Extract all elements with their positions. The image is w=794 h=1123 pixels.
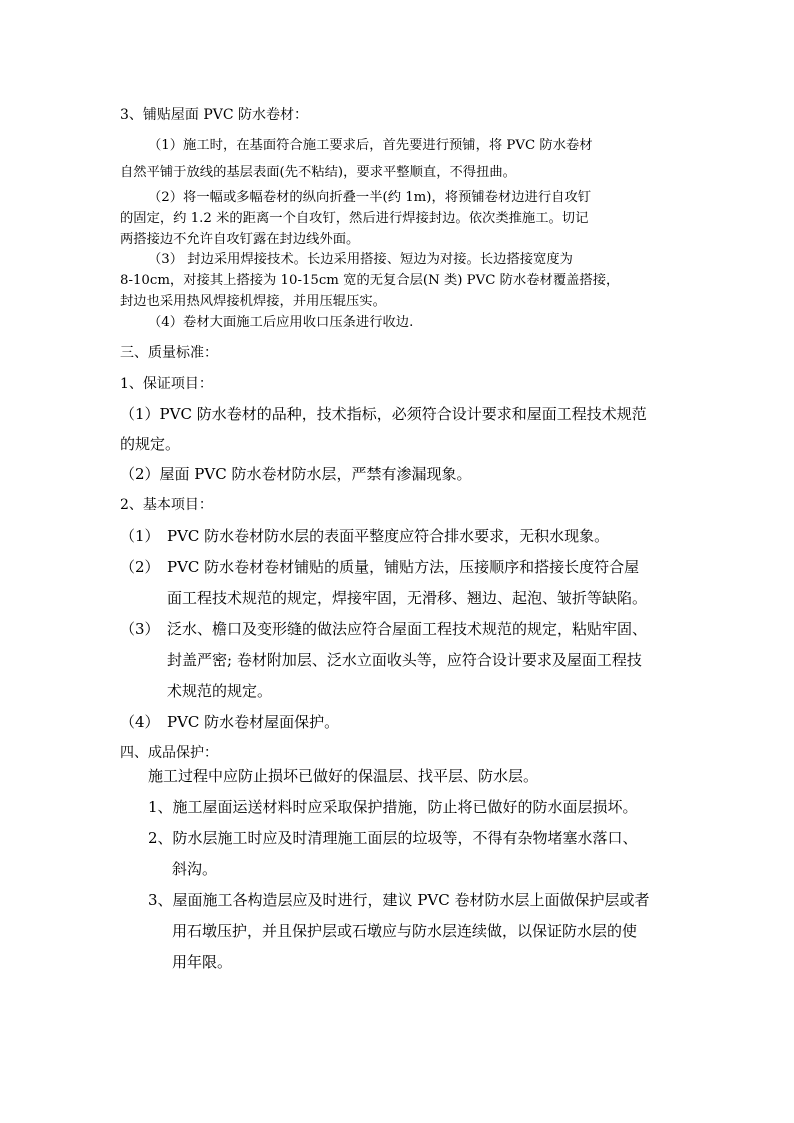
step-1-line-1: （1）施工时，在基面符合施工要求后，首先要进行预铺，将 PVC 防水卷材 <box>148 138 593 153</box>
basic-item-1-number: （1） <box>120 527 160 545</box>
protection-item-1: 1、施工屋面运送材料时应采取保护措施，防止将已做好的防水面层损坏。 <box>148 798 638 816</box>
section-3-title: 3、铺贴屋面 PVC 防水卷材： <box>120 107 309 123</box>
protection-item-2-line-1: 2、防水层施工时应及时清理施工面层的垃圾等，不得有杂物堵塞水落口、 <box>148 829 638 847</box>
step-1-line-2: 自然平铺于放线的基层表面(先不粘结)，要求平整顺直，不得扭曲。 <box>120 165 516 180</box>
protection-item-3-line-2: 用石墩压护，并且保护层或石墩应与防水层连续做，以保证防水层的使 <box>172 922 638 940</box>
protection-intro: 施工过程中应防止损坏已做好的保温层、找平层、防水层。 <box>148 767 539 785</box>
protection-item-3-line-3: 用年限。 <box>172 953 233 971</box>
basic-item-3-line-1: 泛水、檐口及变形缝的做法应符合屋面工程技术规范的规定，粘贴牢固、 <box>167 620 648 638</box>
basic-item-2-line-1: PVC 防水卷材卷材铺贴的质量，铺贴方法，压接顺序和搭接长度符合屋 <box>167 558 640 576</box>
basic-item-2-line-2: 面工程技术规范的规定，焊接牢固，无滑移、翘边、起泡、皱折等缺陷。 <box>167 589 648 607</box>
basic-item-4-line-1: PVC 防水卷材屋面保护。 <box>167 713 340 731</box>
step-4: （4）卷材大面施工后应用收口压条进行收边. <box>148 315 414 330</box>
basic-title: 2、基本项目： <box>120 497 213 513</box>
protection-item-2-line-2: 斜沟。 <box>172 860 218 878</box>
basic-item-3-number: （3） <box>120 620 160 638</box>
step-3-line-2: 8-10cm，对接其上搭接为 10-15cm 宽的无复合层(N 类) PVC 防水卷材覆盖搭接， <box>120 273 620 288</box>
basic-item-4-number: （4） <box>120 713 160 731</box>
step-3-line-3: 封边也采用热风焊接机焊接，并用压辊压实。 <box>120 294 386 309</box>
protection-heading: 四、成品保护： <box>120 745 218 761</box>
basic-item-1-line-1: PVC 防水卷材防水层的表面平整度应符合排水要求，无积水现象。 <box>167 527 610 545</box>
guarantee-item-2: （2）屋面 PVC 防水卷材防水层，严禁有渗漏现象。 <box>120 465 472 483</box>
step-2-line-1: （2）将一幅或多幅卷材的纵向折叠一半(约 1m)，将预铺卷材边进行自攻钉 <box>148 190 592 205</box>
step-3-line-1: （3） 封边采用焊接技术。长边采用搭接、短边为对接。长边搭接宽度为 <box>148 252 573 267</box>
step-2-line-2: 的固定，约 1.2 米的距离一个自攻钉，然后进行焊接封边。依次类推施工。切记 <box>120 211 589 226</box>
basic-item-2-number: （2） <box>120 558 160 576</box>
basic-item-3-line-3: 术规范的规定。 <box>167 682 273 700</box>
basic-item-3-line-2: 封盖严密; 卷材附加层、泛水立面收头等，应符合设计要求及屋面工程技 <box>167 651 642 669</box>
step-2-line-3: 两搭接边不允许自攻钉露在封边线外面。 <box>120 232 360 247</box>
guarantee-item-1-line-1: （1）PVC 防水卷材的品种，技术指标，必须符合设计要求和屋面工程技术规范 <box>120 405 647 423</box>
protection-item-3-line-1: 3、屋面施工各构造层应及时进行，建议 PVC 卷材防水层上面做保护层或者 <box>148 891 650 909</box>
quality-heading: 三、质量标准： <box>120 345 218 361</box>
guarantee-title: 1、保证项目： <box>120 376 213 392</box>
guarantee-item-1-line-2: 的规定。 <box>120 435 181 453</box>
